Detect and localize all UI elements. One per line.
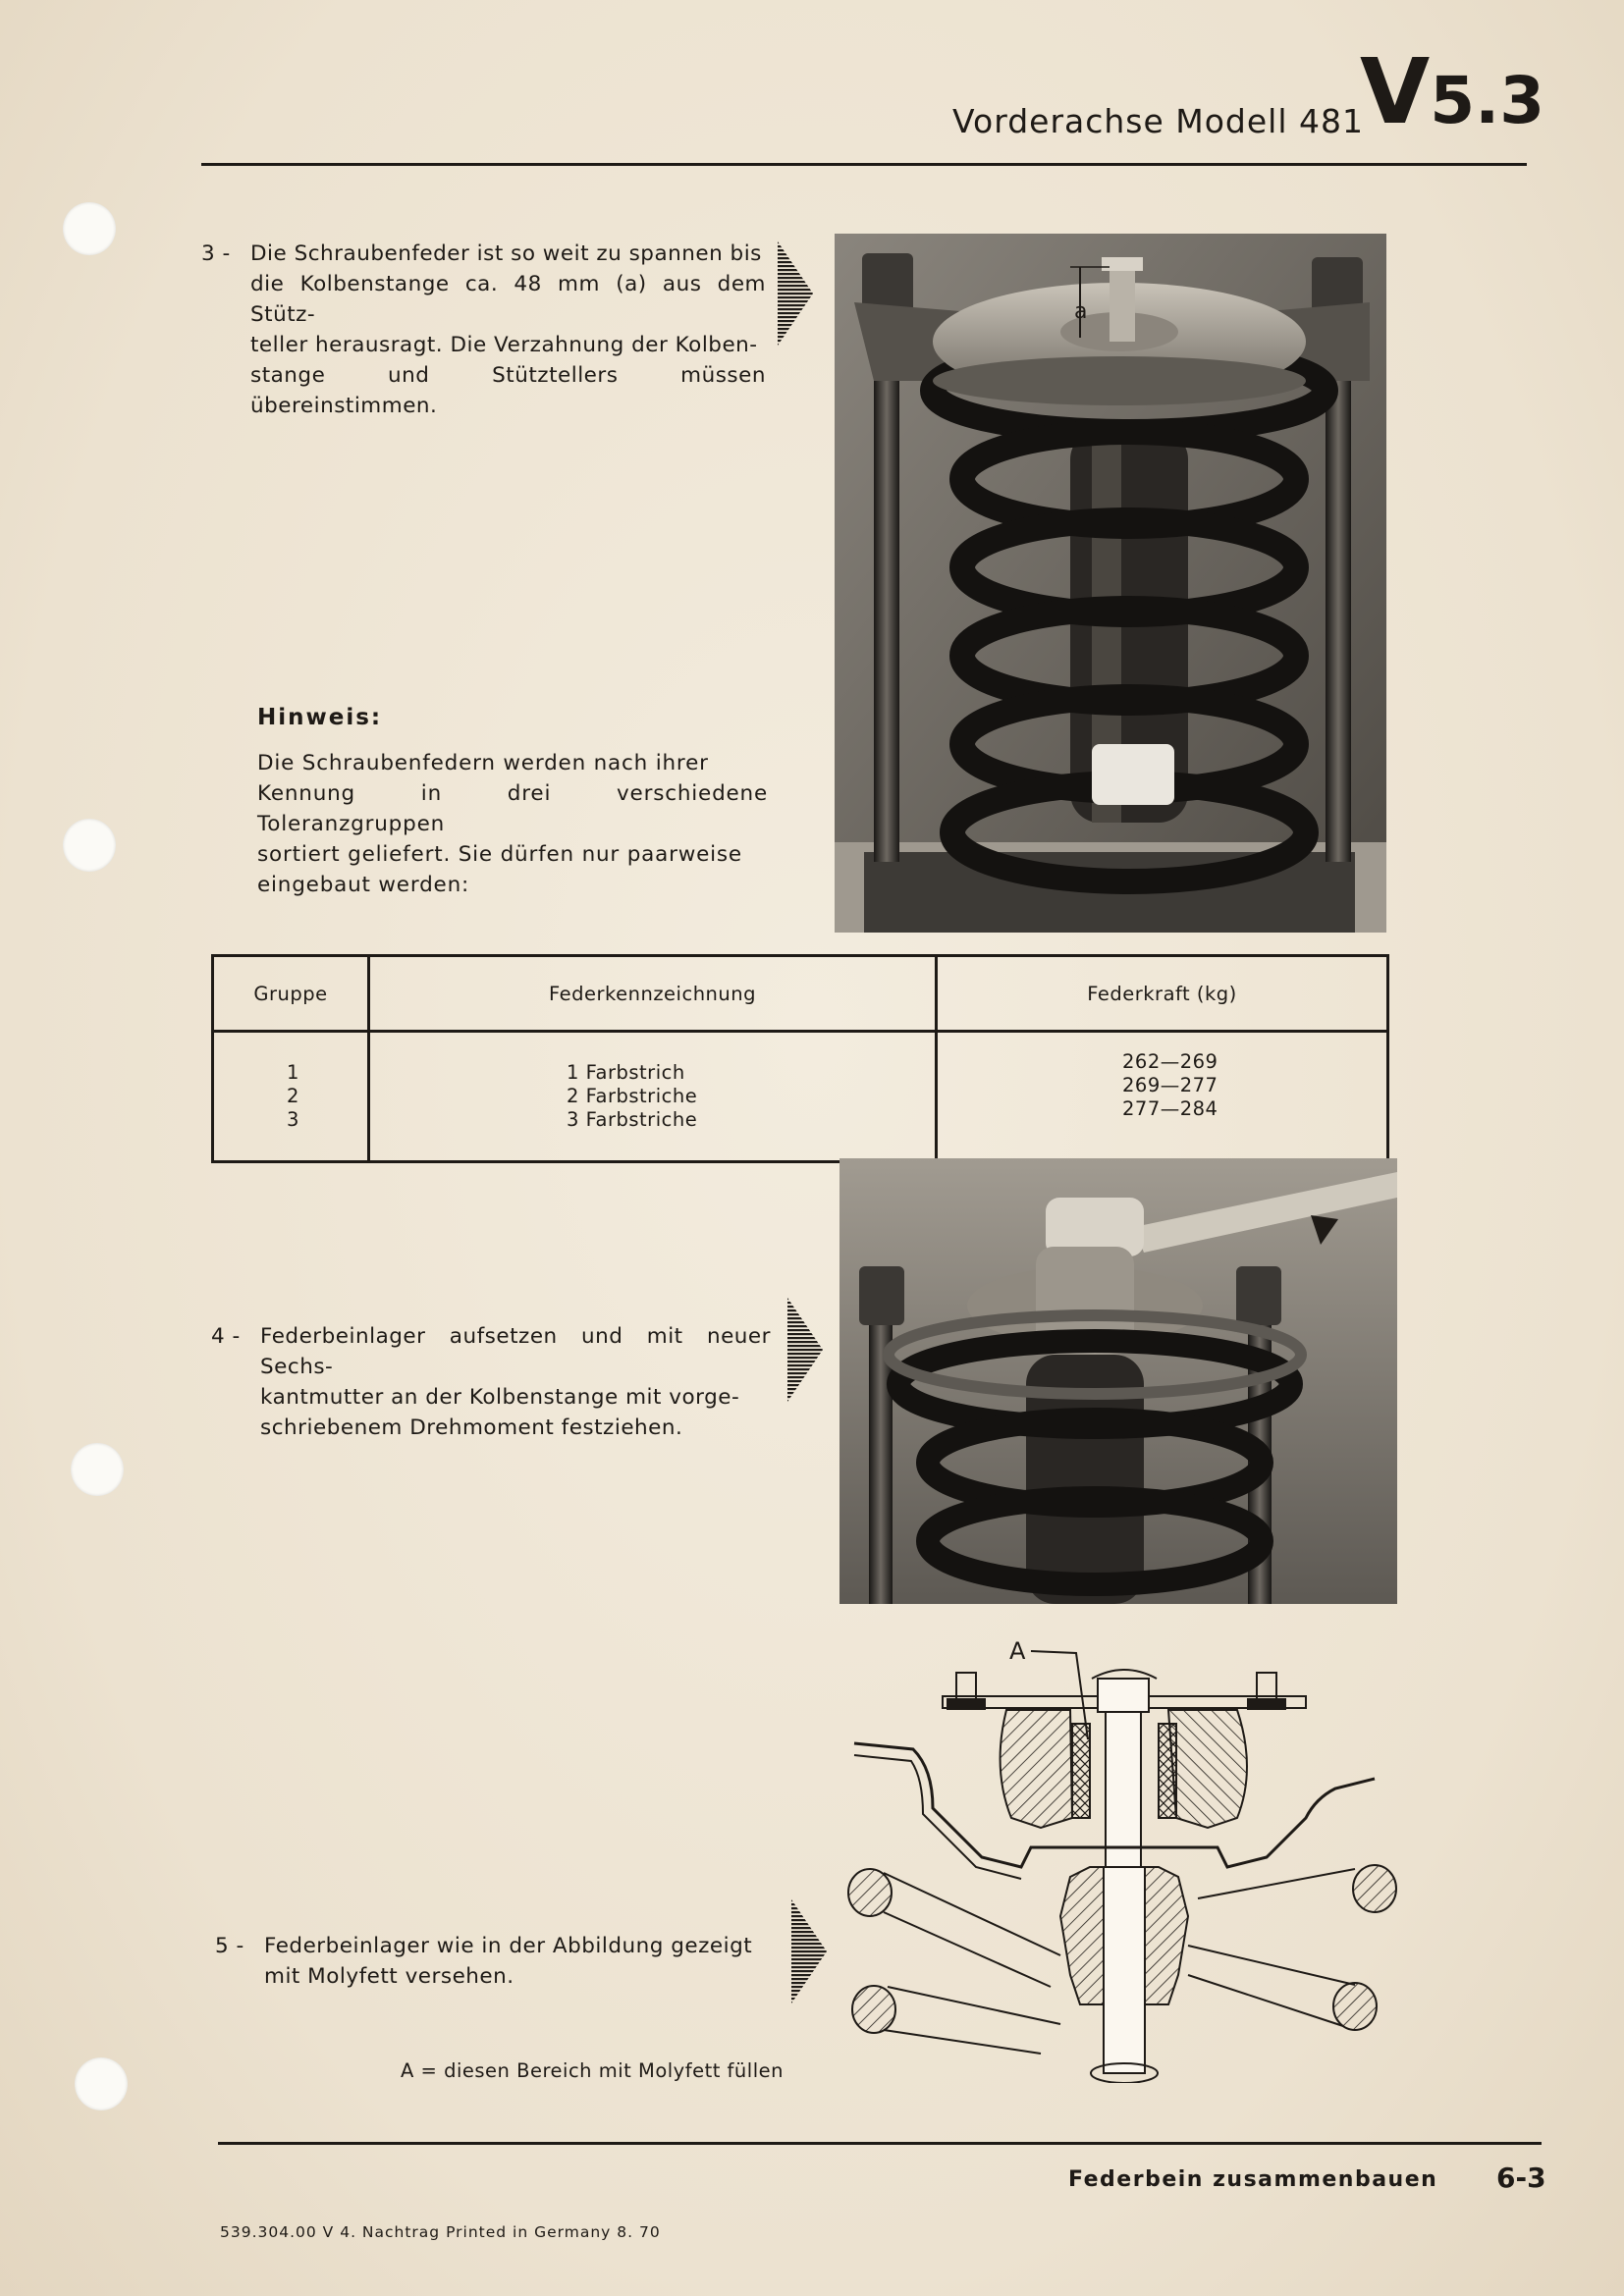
step-5 [215, 1931, 780, 2000]
step-text-line: schriebenem Drehmoment festziehen. [260, 1415, 683, 1440]
torque-wrench-image [839, 1158, 1397, 1604]
note-text-line: eingebaut werden: [257, 873, 470, 897]
step-4 [211, 1321, 771, 1440]
marking-value: 1 Farbstrich [567, 1061, 685, 1084]
punch-hole [63, 819, 116, 872]
spring-group-table [211, 954, 1389, 1163]
pointer-arrow-icon [778, 241, 813, 346]
table-header-row [213, 956, 1388, 1032]
header-rule [201, 163, 1527, 166]
step-number: 5 - [215, 1934, 244, 1958]
column-header-gruppe: Gruppe [213, 956, 369, 1032]
photo-spring-compressor [835, 234, 1386, 933]
pointer-arrow-icon [791, 1899, 827, 2003]
pointer-arrow-icon [787, 1298, 823, 1402]
page-number: 6-3 [1496, 2162, 1546, 2194]
footer-section-title: Federbein zusammenbauen [1068, 2167, 1438, 2192]
column-header-federkraft: Federkraft (kg) [937, 956, 1388, 1032]
force-value: 262—269 [1122, 1050, 1218, 1073]
dimension-label-a: a [1074, 299, 1088, 324]
step-number: 3 - [201, 241, 231, 266]
cell-groups [213, 1032, 369, 1162]
section-code [1360, 39, 1544, 144]
marking-value: 2 Farbstriche [567, 1085, 698, 1107]
note-heading: Hinweis: [257, 705, 383, 730]
diagram-label-a: A [1009, 1637, 1026, 1665]
note-text-line: Die Schraubenfedern werden nach ihrer [257, 751, 709, 775]
photo-torque-wrench [839, 1158, 1397, 1604]
column-header-federkennzeichnung: Federkennzeichnung [369, 956, 937, 1032]
step-text-line: mit Molyfett versehen. [264, 1964, 514, 1989]
step-text-line: Die Schraubenfeder ist so weit zu spannen bis [250, 241, 762, 266]
step-3 [201, 239, 766, 418]
force-value: 269—277 [1122, 1074, 1218, 1096]
section-code-letter: V [1360, 39, 1431, 144]
cell-forces [937, 1032, 1388, 1162]
step-number: 4 - [211, 1324, 241, 1349]
section-code-number: 5.3 [1430, 63, 1545, 138]
page-header-title: Vorderachse Modell 481 [952, 102, 1364, 140]
cell-markings [369, 1032, 937, 1162]
spring-compressor-image [835, 234, 1386, 933]
group-value: 1 [287, 1061, 299, 1084]
table-row [213, 1032, 1388, 1162]
marking-value: 3 Farbstriche [567, 1108, 698, 1131]
note-text [257, 748, 768, 900]
step-text-line: Federbeinlager aufsetzen und mit neuer Sechs- [260, 1324, 771, 1379]
note-text-line: sortiert geliefert. Sie dürfen nur paarweise [257, 842, 742, 867]
group-value: 3 [287, 1108, 299, 1131]
step-text-line: stange und Stütztellers müssen übereinstimmen. [250, 363, 766, 418]
print-info: 539.304.00 V 4. Nachtrag Printed in Germany 8. 70 [220, 2223, 661, 2241]
group-value: 2 [287, 1085, 299, 1107]
force-value: 277—284 [1122, 1097, 1218, 1120]
step-text-line: die Kolbenstange ca. 48 mm (a) aus dem Stütz- [250, 272, 766, 327]
note-text-line: Kennung in drei verschiedene Toleranzgruppen [257, 781, 768, 836]
punch-hole [75, 2057, 128, 2110]
strut-bearing-cross-section-diagram [844, 1622, 1404, 2083]
punch-hole [63, 202, 116, 255]
step-text-line: kantmutter an der Kolbenstange mit vorge- [260, 1385, 740, 1410]
footer-rule [218, 2142, 1542, 2145]
step-text-line: teller herausragt. Die Verzahnung der Kolben- [250, 333, 758, 357]
punch-hole [71, 1443, 124, 1496]
step-text-line: Federbeinlager wie in der Abbildung gezeigt [264, 1934, 753, 1958]
diagram-caption: A = diesen Bereich mit Molyfett füllen [401, 2059, 784, 2082]
